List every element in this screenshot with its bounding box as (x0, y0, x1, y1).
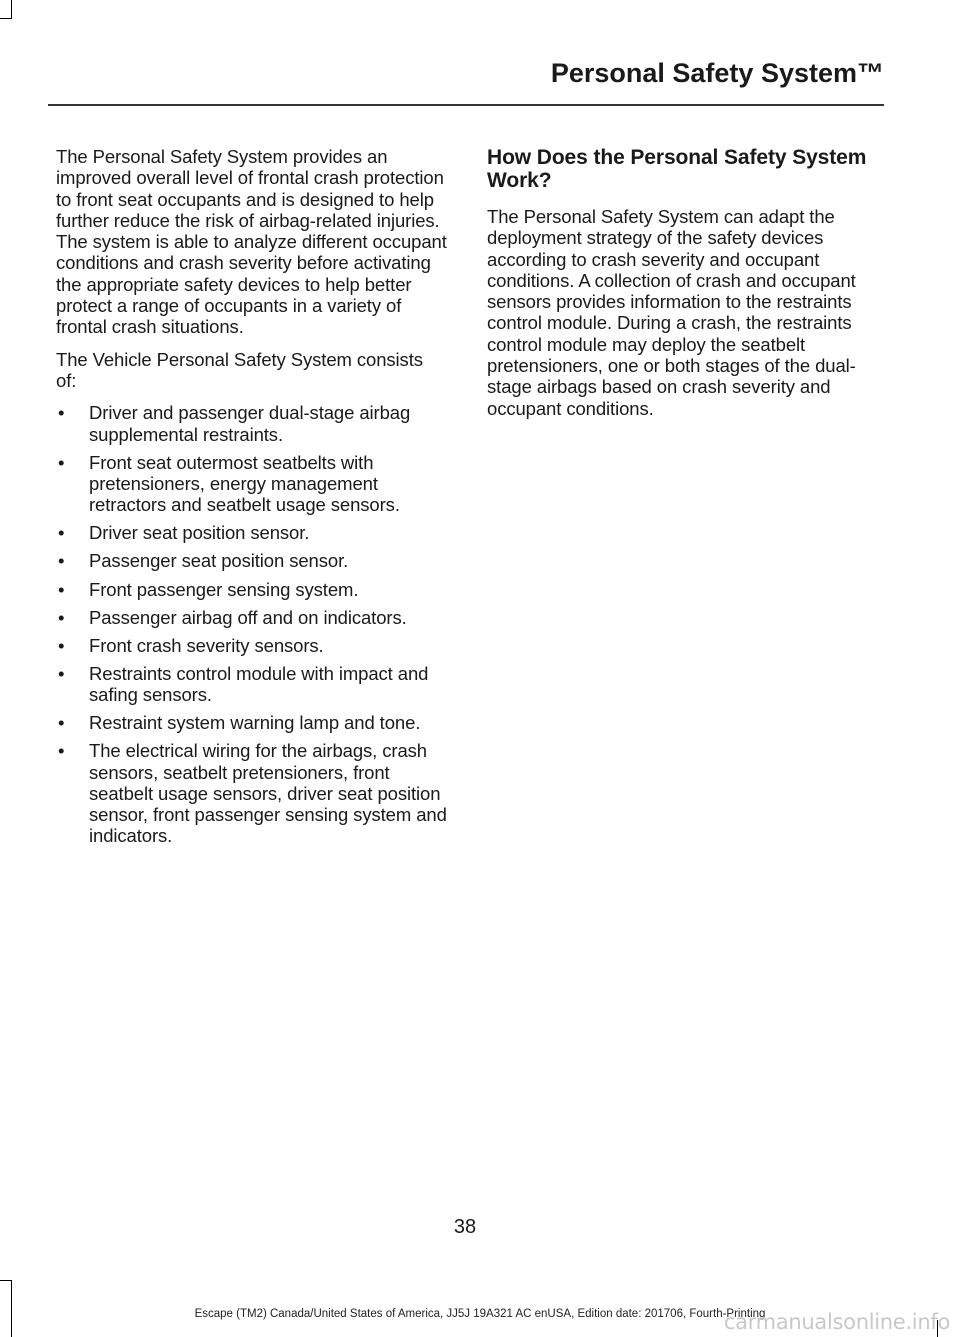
right-column (487, 146, 883, 430)
bullet-icon: • (58, 550, 65, 572)
list-item: • Restraint system warning lamp and tone. (58, 712, 421, 734)
list-item: • Front crash severity sensors. (58, 634, 324, 656)
watermark: carmanualsonline.info (723, 1310, 950, 1334)
list-item: • Passenger airbag off and on indicators. (58, 606, 407, 628)
bullet-icon: • (58, 578, 65, 600)
list-item: • The electrical wiring for the airbags, crash sensors, seatbelt pretensioners, front seatbelt usage sensors, driver seat position sensor, front passenger sensing system and indicators. (58, 740, 447, 847)
bullet-icon: • (58, 606, 65, 628)
bullet-icon: • (58, 522, 65, 544)
list-item: • Driver and passenger dual-stage airbag supplemental restraints. (58, 402, 411, 445)
components-list (56, 402, 448, 847)
bullet-icon: • (58, 451, 65, 473)
bullet-icon: • (58, 402, 65, 424)
bullet-icon: • (58, 662, 65, 684)
section-heading: How Does the Personal Safety System Work? (487, 146, 867, 192)
page-number: 38 (453, 1216, 477, 1238)
crop-mark-top-left (11, 0, 12, 18)
list-item: • Front seat outermost seatbelts with pretensioners, energy management retractors and seatbelt usage sensors. (58, 451, 400, 516)
consists-label: The Vehicle Personal Safety System consists of: (56, 348, 423, 391)
list-item: • Passenger seat position sensor. (58, 550, 349, 572)
bullet-icon: • (58, 712, 65, 734)
section-body: The Personal Safety System can adapt the deployment strategy of the safety devices according to crash severity and occupant conditions. A collection of crash and occupant sensors provides information to the restraints control module. During a crash, the restraints control module may deploy the seatbelt pretensioners, one or both stages of the dual-stage airbags based on crash severity and occupant conditions. (487, 206, 856, 419)
header-divider (48, 104, 884, 106)
crop-mark-top-left-h (0, 18, 12, 19)
bullet-icon: • (58, 740, 65, 762)
footer-edition-info: Escape (TM2) Canada/United States of America, JJ5J 19A321 AC enUSA, Edition date: 201706, Fourth-Printing (194, 1308, 766, 1320)
page-title: Personal Safety System™ (550, 58, 884, 88)
intro-paragraph: The Personal Safety System provides an improved overall level of frontal crash protection to front seat occupants and is designed to help further reduce the risk of airbag-related injuries. The system is able to analyze different occupant conditions and crash severity before activating the appropriate safety devices to help better protect a range of occupants in a variety of frontal crash situations. (56, 146, 447, 338)
list-item: • Driver seat position sensor. (58, 522, 310, 544)
list-item: • Front passenger sensing system. (58, 578, 359, 600)
crop-mark-bottom-left-h (0, 1280, 12, 1281)
left-column (56, 146, 448, 854)
list-item: • Restraints control module with impact and safing sensors. (58, 662, 429, 706)
bullet-icon: • (58, 634, 65, 656)
